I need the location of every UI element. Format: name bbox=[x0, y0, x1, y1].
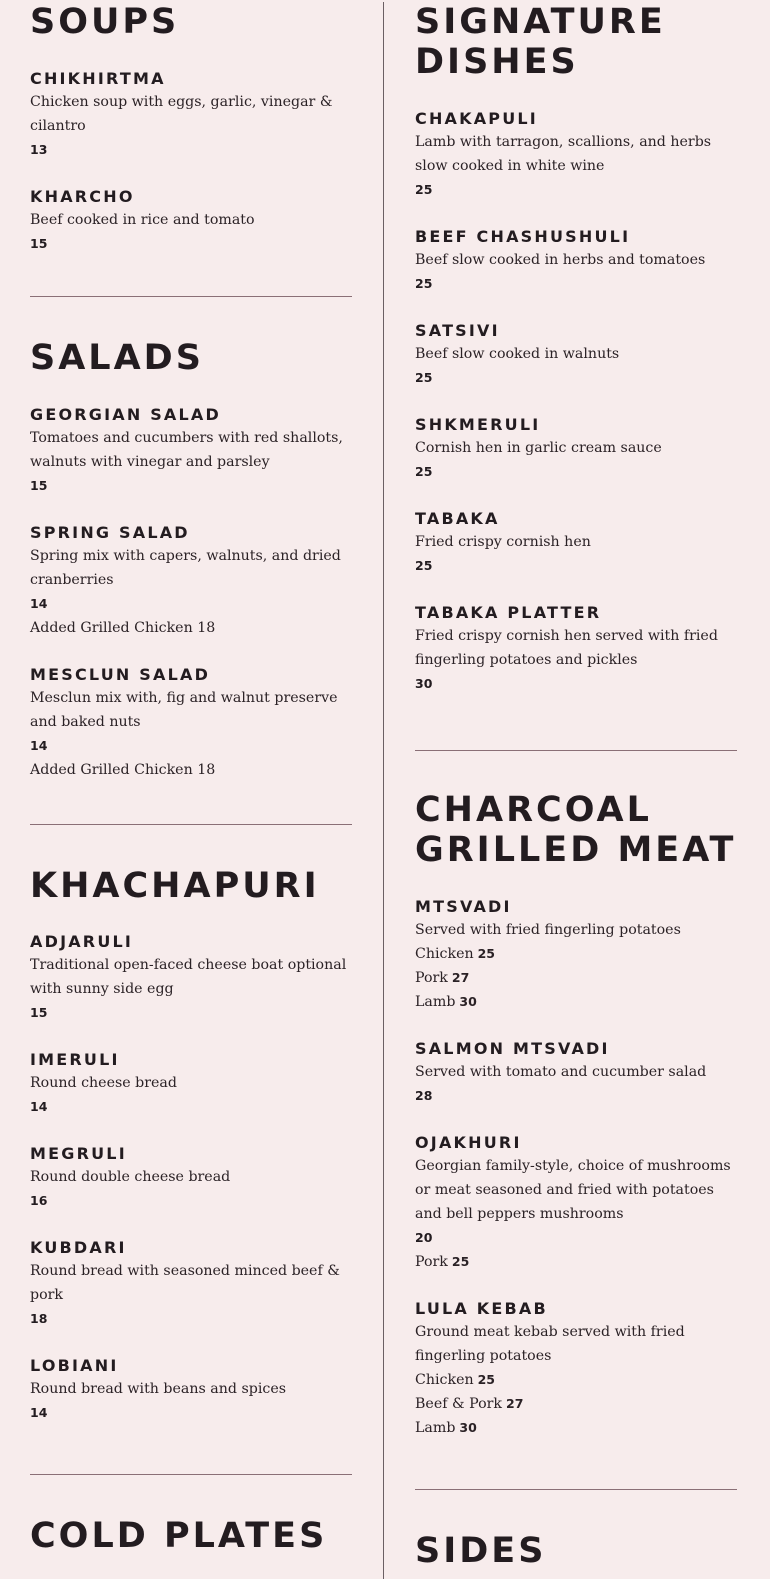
option-price: 25 bbox=[477, 1372, 496, 1387]
item-description: Round cheese bread bbox=[30, 1075, 177, 1091]
item-name: MTSVADI bbox=[415, 897, 512, 916]
menu-item-imeruli bbox=[30, 1049, 354, 1119]
item-description: Fried crispy cornish hen served with fried fingerling potatoes and pickles bbox=[415, 628, 718, 668]
menu-item-lula-kebab bbox=[415, 1298, 740, 1440]
item-description: Lamb with tarragon, scallions, and herbs slow cooked in white wine bbox=[415, 134, 712, 174]
price-option bbox=[415, 1250, 740, 1274]
item-price: 25 bbox=[415, 558, 433, 573]
menu-item-georgian-salad bbox=[30, 404, 354, 498]
item-name: CHAKAPULI bbox=[415, 109, 538, 128]
option-price: 30 bbox=[459, 1420, 477, 1435]
section-cold-plates bbox=[30, 1516, 354, 1556]
section-soups bbox=[30, 2, 354, 256]
item-price: 15 bbox=[30, 478, 48, 493]
item-description: Round bread with seasoned minced beef & pork bbox=[30, 1263, 340, 1303]
menu-item-salmon-mtsvadi bbox=[415, 1038, 740, 1108]
item-price: 15 bbox=[30, 236, 48, 251]
section-signature-dishes bbox=[415, 2, 740, 696]
item-description: Beef slow cooked in walnuts bbox=[415, 346, 620, 362]
item-description: Fried crispy cornish hen bbox=[415, 534, 591, 550]
menu-item-adjaruli bbox=[30, 931, 354, 1025]
menu-item-megruli bbox=[30, 1143, 354, 1213]
item-description: Round bread with beans and spices bbox=[30, 1381, 287, 1397]
item-price: 18 bbox=[30, 1311, 48, 1326]
option-price: 27 bbox=[506, 1396, 524, 1411]
item-description: Cornish hen in garlic cream sauce bbox=[415, 440, 662, 456]
option-label: Chicken bbox=[415, 1372, 474, 1388]
menu-item-shkmeruli bbox=[415, 414, 740, 484]
item-description: Beef cooked in rice and tomato bbox=[30, 212, 255, 228]
item-price: 16 bbox=[30, 1193, 48, 1208]
menu-item-tabaka-platter bbox=[415, 602, 740, 696]
item-price: 25 bbox=[415, 370, 433, 385]
menu-item-lobiani bbox=[30, 1355, 354, 1425]
item-description: Georgian family-style, choice of mushrooms or meat seasoned and fried with potatoes and bell peppers mushrooms bbox=[415, 1158, 731, 1222]
item-price: 13 bbox=[30, 142, 48, 157]
price-option bbox=[415, 1368, 740, 1392]
item-name: MEGRULI bbox=[30, 1144, 127, 1163]
section-divider bbox=[30, 296, 352, 297]
item-name: SATSIVI bbox=[415, 321, 500, 340]
price-option bbox=[415, 990, 740, 1014]
section-title-khachapuri: KHACHAPURI bbox=[30, 866, 320, 906]
item-description: Chicken soup with eggs, garlic, vinegar & cilantro bbox=[30, 94, 333, 134]
item-description: Mesclun mix with, fig and walnut preserve and baked nuts bbox=[30, 690, 338, 730]
item-name: CHIKHIRTMA bbox=[30, 69, 166, 88]
item-name: OJAKHURI bbox=[415, 1133, 522, 1152]
menu-item-kharcho bbox=[30, 186, 354, 256]
price-option bbox=[415, 1416, 740, 1440]
item-description: Beef slow cooked in herbs and tomatoes bbox=[415, 252, 706, 268]
section-title-cold-plates: COLD PLATES bbox=[30, 1516, 328, 1556]
price-option bbox=[415, 966, 740, 990]
option-label: Chicken bbox=[415, 946, 474, 962]
option-label: Pork bbox=[415, 970, 448, 986]
item-name: IMERULI bbox=[30, 1050, 120, 1069]
item-price: 14 bbox=[30, 1405, 48, 1420]
item-name: SHKMERULI bbox=[415, 415, 541, 434]
item-price: 25 bbox=[415, 276, 433, 291]
item-name: KHARCHO bbox=[30, 187, 135, 206]
item-name: SALMON MTSVADI bbox=[415, 1039, 610, 1058]
menu-item-tabaka bbox=[415, 508, 740, 578]
item-price: 15 bbox=[30, 1005, 48, 1020]
option-price: 30 bbox=[459, 994, 477, 1009]
section-title-sides: SIDES bbox=[415, 1531, 547, 1571]
item-price: 30 bbox=[415, 676, 433, 691]
item-price: 25 bbox=[415, 464, 433, 479]
option-price: 27 bbox=[451, 970, 470, 985]
section-title-signature-dishes: SIGNATURE DISHES bbox=[415, 2, 666, 82]
section-divider bbox=[30, 1474, 352, 1475]
menu-item-beef-chashushuli bbox=[415, 226, 740, 296]
option-label: Lamb bbox=[415, 994, 456, 1010]
option-label: Lamb bbox=[415, 1420, 456, 1436]
section-charcoal-grilled-meat bbox=[415, 790, 740, 1440]
item-name: LOBIANI bbox=[30, 1356, 119, 1375]
option-label: Pork bbox=[415, 1254, 448, 1270]
item-price: 14 bbox=[30, 1099, 48, 1114]
column-divider bbox=[383, 2, 384, 1579]
price-option bbox=[415, 1392, 740, 1416]
item-name: BEEF CHASHUSHULI bbox=[415, 227, 631, 246]
menu-item-chakapuli bbox=[415, 108, 740, 202]
item-name: LULA KEBAB bbox=[415, 1299, 548, 1318]
item-name: GEORGIAN SALAD bbox=[30, 405, 221, 424]
section-title-salads: SALADS bbox=[30, 338, 204, 378]
section-salads bbox=[30, 338, 354, 782]
option-label: Beef & Pork bbox=[415, 1396, 503, 1412]
item-description: Traditional open-faced cheese boat optional with sunny side egg bbox=[30, 957, 347, 997]
item-price: 14 bbox=[30, 596, 48, 611]
item-price: 28 bbox=[415, 1088, 433, 1103]
item-description: Spring mix with capers, walnuts, and dried cranberries bbox=[30, 548, 341, 588]
menu-item-satsivi bbox=[415, 320, 740, 390]
menu-item-ojakhuri bbox=[415, 1132, 740, 1274]
section-divider bbox=[415, 750, 737, 751]
item-price: 20 bbox=[415, 1230, 433, 1245]
item-description: Ground meat kebab served with fried fingerling potatoes bbox=[415, 1324, 685, 1364]
item-name: SPRING SALAD bbox=[30, 523, 190, 542]
section-title-soups: SOUPS bbox=[30, 2, 180, 42]
price-option bbox=[415, 942, 740, 966]
item-addon: Added Grilled Chicken 18 bbox=[30, 762, 216, 778]
option-price: 25 bbox=[451, 1254, 470, 1269]
option-price: 25 bbox=[477, 946, 496, 961]
menu-item-mesclun-salad bbox=[30, 664, 354, 782]
item-description: Served with tomato and cucumber salad bbox=[415, 1064, 707, 1080]
section-sides bbox=[415, 1531, 740, 1571]
section-divider bbox=[30, 824, 352, 825]
item-price: 25 bbox=[415, 182, 433, 197]
item-description: Round double cheese bread bbox=[30, 1169, 231, 1185]
item-name: MESCLUN SALAD bbox=[30, 665, 211, 684]
item-addon: Added Grilled Chicken 18 bbox=[30, 620, 216, 636]
menu-item-mtsvadi bbox=[415, 896, 740, 1014]
item-name: KUBDARI bbox=[30, 1238, 127, 1257]
item-name: ADJARULI bbox=[30, 932, 134, 951]
menu-item-kubdari bbox=[30, 1237, 354, 1331]
item-description: Tomatoes and cucumbers with red shallots, walnuts with vinegar and parsley bbox=[30, 430, 343, 470]
section-title-charcoal-grilled-meat: CHARCOAL GRILLED MEAT bbox=[415, 790, 737, 870]
menu-item-spring-salad bbox=[30, 522, 354, 640]
section-khachapuri bbox=[30, 866, 354, 1425]
item-price: 14 bbox=[30, 738, 48, 753]
item-description: Served with fried fingerling potatoes bbox=[415, 922, 681, 938]
item-name: TABAKA bbox=[415, 509, 500, 528]
section-divider bbox=[415, 1489, 737, 1490]
item-name: TABAKA PLATTER bbox=[415, 603, 602, 622]
menu-item-chikhirtma bbox=[30, 68, 354, 162]
